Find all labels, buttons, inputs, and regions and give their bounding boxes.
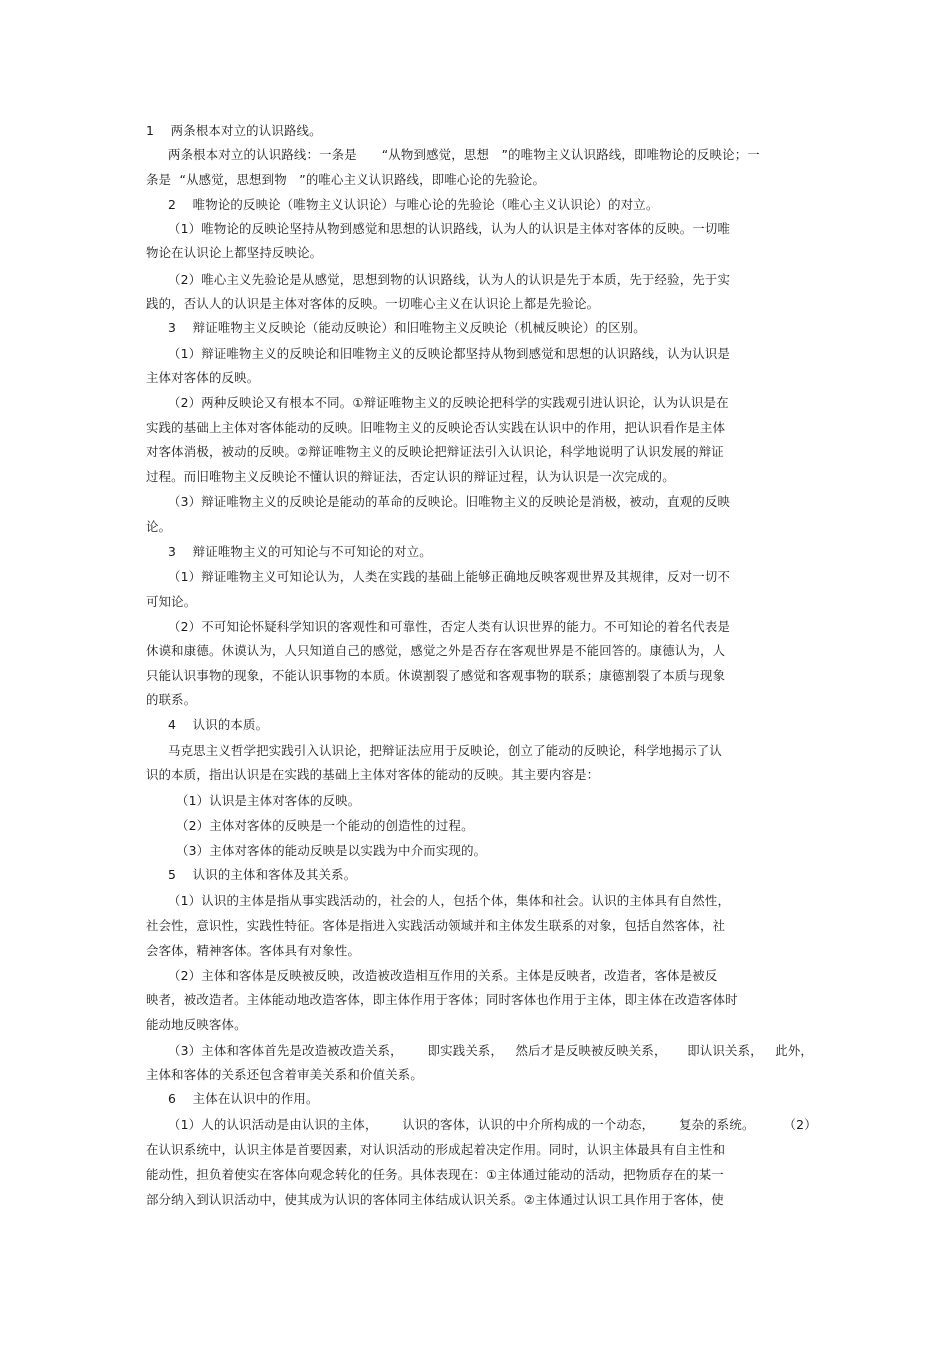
- paragraph-line: （3）主体和客体首先是改造被改造关系， 即实践关系， 然后才是反映被反映关系， 即认识关系， 此外，: [168, 1043, 814, 1058]
- paragraph-line: 映者，被改造者。主体能动地改造客体，即主体作用于客体；同时客体也作用于主体，即主体在改造客体时: [146, 992, 738, 1007]
- paragraph-line: 过程。而旧唯物主义反映论不懂认识的辩证法，否定认识的辩证过程，认为认识是一次完成的。: [146, 469, 675, 484]
- paragraph-line: 在认识系统中，认识主体是首要因素，对认识活动的形成起着决定作用。同时，认识主体最具有自主性和: [146, 1142, 726, 1157]
- heading-6: 6 主体在认识中的作用。: [168, 1091, 319, 1106]
- heading-2: 2 唯物论的反映论（唯物主义认识论）与唯心论的先验论（唯心主义认识论）的对立。: [168, 197, 659, 212]
- paragraph-line: 实践的基础上主体对客体能动的反映。旧唯物主义的反映论否认实践在认识中的作用，把认识看作是主体: [146, 420, 726, 435]
- paragraph-line: 的联系。: [146, 692, 197, 707]
- paragraph-line: 会客体，精神客体。客体具有对象性。: [146, 943, 361, 958]
- paragraph-line: （1）辩证唯物主义可知论认为，人类在实践的基础上能够正确地反映客观世界及其规律，反对一切不: [168, 569, 731, 584]
- paragraph-line: （1）唯物论的反映论坚持从物到感觉和思想的认识路线，认为人的认识是主体对客体的反映。一切唯: [168, 221, 731, 236]
- paragraph-line: 践的，否认人的认识是主体对客体的反映。一切唯心主义在认识论上都是先验论。: [146, 296, 600, 311]
- paragraph-line: 识的本质，指出认识是在实践的基础上主体对客体的能动的反映。其主要内容是：: [146, 767, 600, 782]
- paragraph-line: 马克思主义哲学把实践引入认识论，把辩证法应用于反映论，创立了能动的反映论，科学地揭示了认: [168, 743, 722, 758]
- paragraph-line: 论。: [146, 519, 172, 534]
- paragraph-line: （1）认识的主体是指从事实践活动的，社会的人，包括个体，集体和社会。认识的主体具有自然性，: [168, 893, 731, 908]
- paragraph-line: 物论在认识论上都坚持反映论。: [146, 245, 323, 260]
- paragraph-line: 能动性，担负着使实在客体向观念转化的任务。具体表现在：①主体通过能动的活动，把物质存在的某一: [146, 1167, 724, 1182]
- paragraph-line: （3）辩证唯物主义的反映论是能动的革命的反映论。旧唯物主义的反映论是消极，被动，直观的反映: [168, 494, 731, 509]
- heading-4: 4 认识的本质。: [168, 717, 269, 732]
- paragraph-line: 对客体消极，被动的反映。②辩证唯物主义的反映论把辩证法引入认识论，科学地说明了认识发展的辩证: [146, 444, 724, 459]
- paragraph-line: （2）唯心主义先验论是从感觉，思想到物的认识路线，认为人的认识是先于本质，先于经验，先于实: [168, 272, 731, 287]
- paragraph-line: 部分纳入到认识活动中，使其成为认识的客体同主体结成认识关系。②主体通过认识工具作用于客体，使: [146, 1192, 724, 1207]
- heading-1: 1 两条根本对立的认识路线。: [146, 123, 322, 138]
- list-item: （3）主体对客体的能动反映是以实践为中介而实现的。: [176, 843, 487, 858]
- heading-3: 3 辩证唯物主义反映论（能动反映论）和旧唯物主义反映论（机械反映论）的区别。: [168, 320, 646, 335]
- heading-3b: 3 辩证唯物主义的可知论与不可知论的对立。: [168, 544, 432, 559]
- heading-5: 5 认识的主体和客体及其关系。: [168, 867, 357, 882]
- paragraph-line: （2）两种反映论又有根本不同。①辩证唯物主义的反映论把科学的实践观引进认识论，认为认识是在: [168, 395, 729, 410]
- paragraph-line: （2）主体和客体是反映被反映，改造被改造相互作用的关系。主体是反映者，改造者，客体是被反: [168, 968, 718, 983]
- paragraph-line: 主体对客体的反映。: [146, 370, 260, 385]
- paragraph-line: 能动地反映客体。: [146, 1017, 247, 1032]
- paragraph-line: 主体和客体的关系还包含着审美关系和价值关系。: [146, 1067, 423, 1082]
- paragraph-line: （1）人的认识活动是由认识的主体， 认识的客体，认识的中介所构成的一个动态， 复杂的系统。 （2）: [168, 1117, 817, 1132]
- list-item: （2）主体对客体的反映是一个能动的创造性的过程。: [176, 818, 474, 833]
- paragraph-line: 两条根本对立的认识路线：一条是 “从物到感觉，思想 ”的唯物主义认识路线，即唯物论的反映论；一: [168, 147, 760, 162]
- paragraph-line: 休谟和康德。休谟认为，人只知道自己的感觉，感觉之外是否存在客观世界是不能回答的。康德认为，人: [146, 643, 726, 658]
- paragraph-line: 可知论。: [146, 594, 197, 609]
- paragraph-line: 只能认识事物的现象，不能认识事物的本质。休谟割裂了感觉和客观事物的联系；康德割裂了本质与现象: [146, 668, 726, 683]
- list-item: （1）认识是主体对客体的反映。: [176, 793, 361, 808]
- paragraph-line: （1）辩证唯物主义的反映论和旧唯物主义的反映论都坚持从物到感觉和思想的认识路线，认为认识是: [168, 346, 731, 361]
- paragraph-line: 社会性，意识性，实践性特征。客体是指进入实践活动领域并和主体发生联系的对象，包括自然客体，社: [146, 918, 726, 933]
- paragraph-line: 条是 “从感觉，思想到物 ”的唯心主义认识路线，即唯心论的先验论。: [146, 172, 546, 187]
- paragraph-line: （2）不可知论怀疑科学知识的客观性和可靠性，否定人类有认识世界的能力。不可知论的着名代表是: [168, 619, 731, 634]
